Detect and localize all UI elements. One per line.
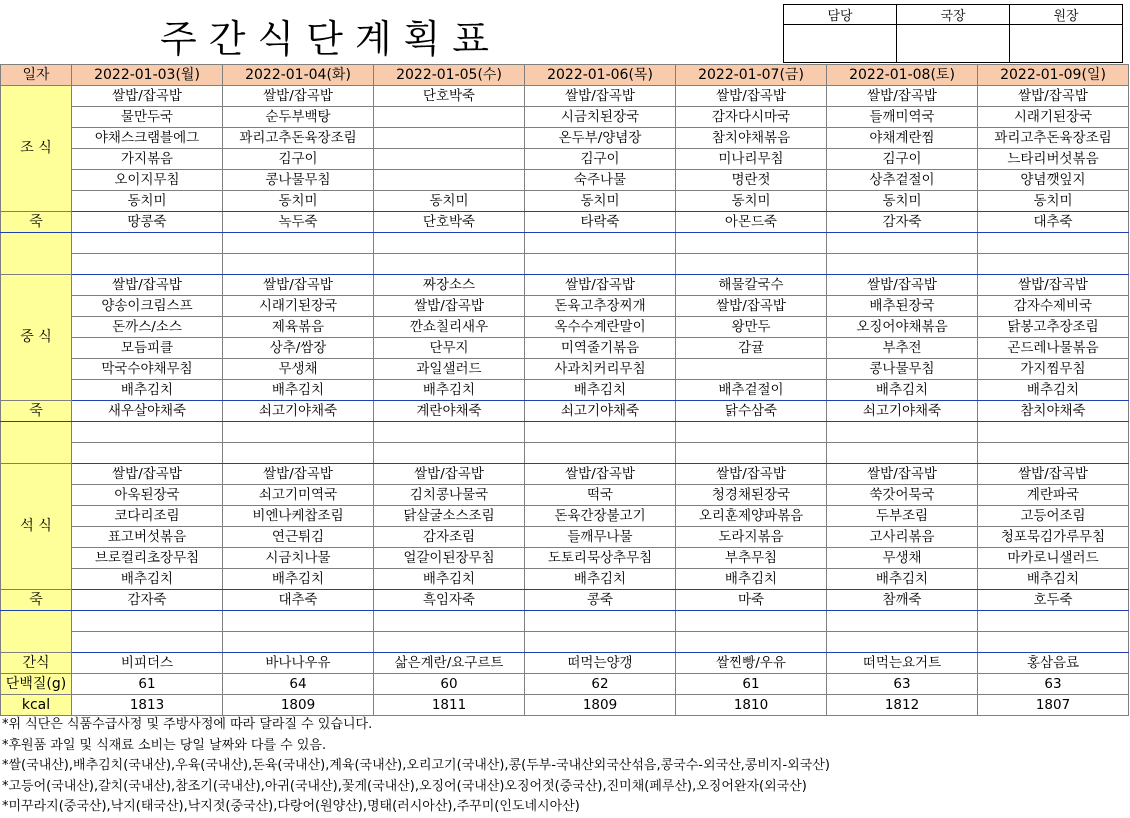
menu-item: 동치미 — [827, 191, 978, 212]
menu-item: 가지볶음 — [72, 149, 223, 170]
blank-row — [1, 611, 1129, 632]
menu-item: 배추김치 — [72, 380, 223, 401]
menu-item: 배추김치 — [978, 380, 1129, 401]
blank-cell — [978, 233, 1129, 254]
approval-sign-staff[interactable] — [784, 25, 897, 63]
juk-item: 콩죽 — [525, 590, 676, 611]
menu-item: 김구이 — [525, 149, 676, 170]
menu-item: 동치미 — [978, 191, 1129, 212]
menu-item: 배추김치 — [978, 569, 1129, 590]
blank-row — [1, 254, 1129, 275]
menu-item: 연근튀김 — [223, 527, 374, 548]
menu-item: 떡국 — [525, 485, 676, 506]
menu-item: 사과치커리무침 — [525, 359, 676, 380]
blank-cell — [525, 233, 676, 254]
juk-item: 감자죽 — [72, 590, 223, 611]
menu-item — [374, 149, 525, 170]
breakfast-label: 조 식 — [1, 86, 72, 212]
blank-cell — [72, 233, 223, 254]
snack-value: 비피더스 — [72, 653, 223, 674]
juk-label: 죽 — [1, 401, 72, 422]
menu-item: 감자다시마국 — [676, 107, 827, 128]
menu-item: 양송이크림스프 — [72, 296, 223, 317]
juk-item: 단호박죽 — [374, 212, 525, 233]
blank-row — [1, 422, 1129, 443]
blank-label — [1, 611, 72, 653]
note-line: *쌀(국내산),배추김치(국내산),우육(국내산),돈육(국내산),계육(국내산),오리고기(국내산),콩(두부-국내산외국산섞음,콩국수-외국산,콩비지-외국산) — [2, 758, 830, 774]
menu-item: 배추된장국 — [827, 296, 978, 317]
menu-item: 배추겉절이 — [676, 380, 827, 401]
blank-cell — [72, 611, 223, 632]
protein-value: 64 — [223, 674, 374, 695]
approval-label-head: 원장 — [1010, 5, 1123, 25]
menu-table — [0, 64, 1129, 716]
menu-item: 옥수수계란말이 — [525, 317, 676, 338]
protein-value: 63 — [827, 674, 978, 695]
menu-item: 비엔나케찹조림 — [223, 506, 374, 527]
blank-label — [1, 233, 72, 275]
blank-cell — [374, 422, 525, 443]
menu-item: 오이지무침 — [72, 170, 223, 191]
menu-item: 쇠고기미역국 — [223, 485, 374, 506]
blank-cell — [525, 632, 676, 653]
blank-cell — [676, 443, 827, 464]
menu-item: 청경채된장국 — [676, 485, 827, 506]
menu-item: 단무지 — [374, 338, 525, 359]
notes-section — [2, 715, 830, 818]
blank-cell — [676, 233, 827, 254]
menu-item: 쌀밥/잡곡밥 — [827, 275, 978, 296]
blank-cell — [827, 443, 978, 464]
menu-row — [1, 107, 1129, 128]
page-title: 주간식단계획표 — [160, 17, 501, 61]
menu-item: 시금치나물 — [223, 548, 374, 569]
juk-item: 아몬드죽 — [676, 212, 827, 233]
blank-cell — [525, 611, 676, 632]
menu-row — [1, 149, 1129, 170]
menu-item: 김치콩나물국 — [374, 485, 525, 506]
blank-cell — [374, 632, 525, 653]
menu-item: 야채계란찜 — [827, 128, 978, 149]
dinner-label: 석 식 — [1, 464, 72, 590]
menu-item: 쌀밥/잡곡밥 — [978, 275, 1129, 296]
juk-item: 계란야채죽 — [374, 401, 525, 422]
menu-item: 참치야채볶음 — [676, 128, 827, 149]
snack-value: 홍삼음료 — [978, 653, 1129, 674]
blank-cell — [676, 611, 827, 632]
menu-item — [374, 170, 525, 191]
menu-item: 꽈리고추돈육장조림 — [223, 128, 374, 149]
menu-row — [1, 506, 1129, 527]
menu-row — [1, 317, 1129, 338]
blank-cell — [374, 611, 525, 632]
menu-item: 짜장소스 — [374, 275, 525, 296]
menu-item: 배추김치 — [72, 569, 223, 590]
menu-item: 배추김치 — [223, 380, 374, 401]
kcal-value: 1811 — [374, 695, 525, 716]
menu-item: 쌀밥/잡곡밥 — [676, 86, 827, 107]
menu-item: 쑥갓어묵국 — [827, 485, 978, 506]
blank-cell — [223, 443, 374, 464]
menu-item: 닭살굴소스조림 — [374, 506, 525, 527]
kcal-value: 1812 — [827, 695, 978, 716]
lunch-label: 중 식 — [1, 275, 72, 401]
menu-item: 닭봉고추장조림 — [978, 317, 1129, 338]
menu-item: 콩나물무침 — [827, 359, 978, 380]
snack-value: 떠먹는양갱 — [525, 653, 676, 674]
juk-item: 타락죽 — [525, 212, 676, 233]
snack-value: 쌀찐빵/우유 — [676, 653, 827, 674]
blank-cell — [223, 632, 374, 653]
juk-item: 쇠고기야채죽 — [827, 401, 978, 422]
juk-item: 땅콩죽 — [72, 212, 223, 233]
menu-item: 얼갈이된장무침 — [374, 548, 525, 569]
menu-item: 느타리버섯볶음 — [978, 149, 1129, 170]
menu-item: 배추김치 — [374, 569, 525, 590]
juk-item: 쇠고기야채죽 — [525, 401, 676, 422]
juk-label: 죽 — [1, 590, 72, 611]
blank-cell — [827, 233, 978, 254]
menu-item: 두부조림 — [827, 506, 978, 527]
menu-row — [1, 548, 1129, 569]
blank-cell — [374, 254, 525, 275]
snack-value: 떠먹는요거트 — [827, 653, 978, 674]
menu-item: 미역줄기볶음 — [525, 338, 676, 359]
menu-row — [1, 191, 1129, 212]
menu-item: 상추겉절이 — [827, 170, 978, 191]
blank-cell — [978, 611, 1129, 632]
menu-item: 배추김치 — [827, 569, 978, 590]
juk-item: 닭수삼죽 — [676, 401, 827, 422]
juk-item: 대추죽 — [978, 212, 1129, 233]
blank-cell — [676, 422, 827, 443]
juk-row — [1, 590, 1129, 611]
menu-item: 야채스크램블에그 — [72, 128, 223, 149]
approval-sign-director[interactable] — [897, 25, 1010, 63]
menu-row — [1, 380, 1129, 401]
protein-value: 60 — [374, 674, 525, 695]
juk-item: 쇠고기야채죽 — [223, 401, 374, 422]
blank-cell — [827, 611, 978, 632]
menu-item: 왕만두 — [676, 317, 827, 338]
blank-cell — [72, 632, 223, 653]
menu-item: 쌀밥/잡곡밥 — [525, 464, 676, 485]
menu-item: 돈육고추장찌개 — [525, 296, 676, 317]
protein-label: 단백질(g) — [1, 674, 72, 695]
menu-item: 쌀밥/잡곡밥 — [978, 86, 1129, 107]
menu-item: 부추전 — [827, 338, 978, 359]
kcal-label: kcal — [1, 695, 72, 716]
note-line: *미꾸라지(중국산),낙지(태국산),낙지젓(중국산),다랑어(원양산),명태(러시아산),주꾸미(인도네시아산) — [2, 799, 580, 815]
blank-cell — [978, 422, 1129, 443]
menu-item: 시래기된장국 — [978, 107, 1129, 128]
menu-item — [676, 359, 827, 380]
approval-label-director: 국장 — [897, 5, 1010, 25]
menu-item: 감자조림 — [374, 527, 525, 548]
menu-item: 제육볶음 — [223, 317, 374, 338]
menu-item — [374, 107, 525, 128]
menu-item: 미나리무침 — [676, 149, 827, 170]
blank-row — [1, 443, 1129, 464]
menu-item: 아욱된장국 — [72, 485, 223, 506]
kcal-value: 1809 — [223, 695, 374, 716]
blank-row — [1, 632, 1129, 653]
blank-cell — [827, 632, 978, 653]
header-row — [1, 65, 1129, 86]
menu-item: 동치미 — [525, 191, 676, 212]
menu-item: 쌀밥/잡곡밥 — [525, 86, 676, 107]
menu-item: 돈까스/소스 — [72, 317, 223, 338]
approval-box — [783, 4, 1123, 63]
snack-row — [1, 653, 1129, 674]
menu-item: 쌀밥/잡곡밥 — [72, 86, 223, 107]
blank-cell — [72, 254, 223, 275]
menu-item: 부추무침 — [676, 548, 827, 569]
blank-cell — [676, 254, 827, 275]
menu-item: 김구이 — [827, 149, 978, 170]
menu-row — [1, 569, 1129, 590]
day-header: 2022-01-03(월) — [72, 65, 223, 86]
blank-cell — [525, 443, 676, 464]
blank-cell — [223, 611, 374, 632]
juk-item: 대추죽 — [223, 590, 374, 611]
menu-item: 해물칼국수 — [676, 275, 827, 296]
menu-item: 배추김치 — [525, 569, 676, 590]
blank-cell — [223, 233, 374, 254]
juk-row — [1, 401, 1129, 422]
blank-cell — [676, 632, 827, 653]
menu-item: 쌀밥/잡곡밥 — [223, 464, 374, 485]
menu-item: 쌀밥/잡곡밥 — [223, 275, 374, 296]
juk-item: 흑임자죽 — [374, 590, 525, 611]
menu-item: 들깨미역국 — [827, 107, 978, 128]
menu-item: 들깨무나물 — [525, 527, 676, 548]
menu-item: 감귤 — [676, 338, 827, 359]
menu-item: 동치미 — [374, 191, 525, 212]
menu-item: 쌀밥/잡곡밥 — [525, 275, 676, 296]
kcal-value: 1810 — [676, 695, 827, 716]
blank-label — [1, 422, 72, 464]
menu-item: 동치미 — [223, 191, 374, 212]
menu-item: 명란젓 — [676, 170, 827, 191]
menu-item: 시금치된장국 — [525, 107, 676, 128]
approval-label-staff: 담당 — [784, 5, 897, 25]
menu-item: 쌀밥/잡곡밥 — [676, 464, 827, 485]
menu-item: 동치미 — [676, 191, 827, 212]
blank-cell — [374, 233, 525, 254]
menu-item: 계란파국 — [978, 485, 1129, 506]
menu-item: 막국수야채무침 — [72, 359, 223, 380]
blank-cell — [72, 422, 223, 443]
blank-cell — [978, 632, 1129, 653]
blank-cell — [978, 254, 1129, 275]
note-line: *후원품 과일 및 식재료 소비는 당일 날짜와 다를 수 있음. — [2, 737, 327, 753]
day-header: 2022-01-08(토) — [827, 65, 978, 86]
note-line: *고등어(국내산),갈치(국내산),참조기(국내산),아귀(국내산),꽃게(국내산),오징어(국내산)오징어젓(중국산),진미채(페루산),오징어완자(외국산) — [2, 778, 807, 794]
protein-value: 61 — [676, 674, 827, 695]
menu-item: 배추김치 — [374, 380, 525, 401]
menu-item: 동치미 — [72, 191, 223, 212]
menu-item: 쌀밥/잡곡밥 — [223, 86, 374, 107]
blank-cell — [223, 422, 374, 443]
menu-item: 모듬피클 — [72, 338, 223, 359]
menu-item: 상추/쌈장 — [223, 338, 374, 359]
juk-item: 호두죽 — [978, 590, 1129, 611]
menu-item: 배추김치 — [676, 569, 827, 590]
menu-item: 쌀밥/잡곡밥 — [676, 296, 827, 317]
menu-row — [1, 527, 1129, 548]
menu-item: 고등어조림 — [978, 506, 1129, 527]
protein-row — [1, 674, 1129, 695]
menu-item: 무생채 — [827, 548, 978, 569]
day-header: 2022-01-07(금) — [676, 65, 827, 86]
blank-row — [1, 233, 1129, 254]
day-header: 2022-01-05(수) — [374, 65, 525, 86]
menu-item: 쌀밥/잡곡밥 — [374, 296, 525, 317]
menu-item — [374, 128, 525, 149]
menu-item: 쌀밥/잡곡밥 — [978, 464, 1129, 485]
menu-item: 오징어야채볶음 — [827, 317, 978, 338]
menu-item: 쌀밥/잡곡밥 — [72, 275, 223, 296]
blank-cell — [827, 254, 978, 275]
menu-item: 배추김치 — [827, 380, 978, 401]
menu-item: 온두부/양념장 — [525, 128, 676, 149]
juk-item: 감자죽 — [827, 212, 978, 233]
menu-item: 곤드레나물볶음 — [978, 338, 1129, 359]
menu-item: 브로컬리초장무침 — [72, 548, 223, 569]
menu-row — [1, 86, 1129, 107]
kcal-value: 1813 — [72, 695, 223, 716]
juk-row — [1, 212, 1129, 233]
menu-item: 가지찜무침 — [978, 359, 1129, 380]
menu-item: 고사리볶음 — [827, 527, 978, 548]
menu-row — [1, 275, 1129, 296]
menu-item: 꽈리고추돈육장조림 — [978, 128, 1129, 149]
menu-item: 도라지볶음 — [676, 527, 827, 548]
menu-row — [1, 128, 1129, 149]
day-header: 2022-01-04(화) — [223, 65, 374, 86]
note-line: *위 식단은 식품수급사정 및 주방사정에 따라 달라질 수 있습니다. — [2, 717, 373, 732]
menu-item: 순두부백탕 — [223, 107, 374, 128]
menu-item: 도토리묵상추무침 — [525, 548, 676, 569]
kcal-value: 1807 — [978, 695, 1129, 716]
blank-cell — [374, 443, 525, 464]
menu-row — [1, 485, 1129, 506]
header-corner: 일자 — [1, 65, 72, 86]
menu-item: 마카로니샐러드 — [978, 548, 1129, 569]
blank-cell — [72, 443, 223, 464]
menu-item: 무생채 — [223, 359, 374, 380]
menu-row — [1, 464, 1129, 485]
menu-item: 쌀밥/잡곡밥 — [827, 86, 978, 107]
menu-item: 깐쇼칠리새우 — [374, 317, 525, 338]
kcal-value: 1809 — [525, 695, 676, 716]
menu-item: 배추김치 — [525, 380, 676, 401]
menu-item: 돈육간장불고기 — [525, 506, 676, 527]
menu-item: 시래기된장국 — [223, 296, 374, 317]
menu-row — [1, 170, 1129, 191]
juk-item: 새우살야채죽 — [72, 401, 223, 422]
menu-item: 청포묵김가루무침 — [978, 527, 1129, 548]
menu-item: 김구이 — [223, 149, 374, 170]
menu-item: 물만두국 — [72, 107, 223, 128]
blank-cell — [223, 254, 374, 275]
blank-cell — [525, 254, 676, 275]
menu-item: 숙주나물 — [525, 170, 676, 191]
kcal-row — [1, 695, 1129, 716]
juk-label: 죽 — [1, 212, 72, 233]
menu-item: 코다리조림 — [72, 506, 223, 527]
menu-item: 양념깻잎지 — [978, 170, 1129, 191]
menu-item: 쌀밥/잡곡밥 — [72, 464, 223, 485]
menu-row — [1, 296, 1129, 317]
snack-value: 삶은계란/요구르트 — [374, 653, 525, 674]
menu-item: 오리훈제양파볶음 — [676, 506, 827, 527]
protein-value: 61 — [72, 674, 223, 695]
juk-item: 참깨죽 — [827, 590, 978, 611]
menu-row — [1, 338, 1129, 359]
juk-item: 녹두죽 — [223, 212, 374, 233]
day-header: 2022-01-06(목) — [525, 65, 676, 86]
blank-cell — [827, 422, 978, 443]
menu-item: 표고버섯볶음 — [72, 527, 223, 548]
juk-item: 참치야채죽 — [978, 401, 1129, 422]
snack-label: 간식 — [1, 653, 72, 674]
juk-item: 마죽 — [676, 590, 827, 611]
menu-row — [1, 359, 1129, 380]
menu-item: 배추김치 — [223, 569, 374, 590]
approval-sign-head[interactable] — [1010, 25, 1123, 63]
blank-cell — [978, 443, 1129, 464]
menu-item: 쌀밥/잡곡밥 — [827, 464, 978, 485]
menu-item: 콩나물무침 — [223, 170, 374, 191]
protein-value: 62 — [525, 674, 676, 695]
blank-cell — [525, 422, 676, 443]
menu-item: 쌀밥/잡곡밥 — [374, 464, 525, 485]
menu-item: 단호박죽 — [374, 86, 525, 107]
protein-value: 63 — [978, 674, 1129, 695]
menu-item: 과일샐러드 — [374, 359, 525, 380]
day-header: 2022-01-09(일) — [978, 65, 1129, 86]
snack-value: 바나나우유 — [223, 653, 374, 674]
menu-item: 감자수제비국 — [978, 296, 1129, 317]
